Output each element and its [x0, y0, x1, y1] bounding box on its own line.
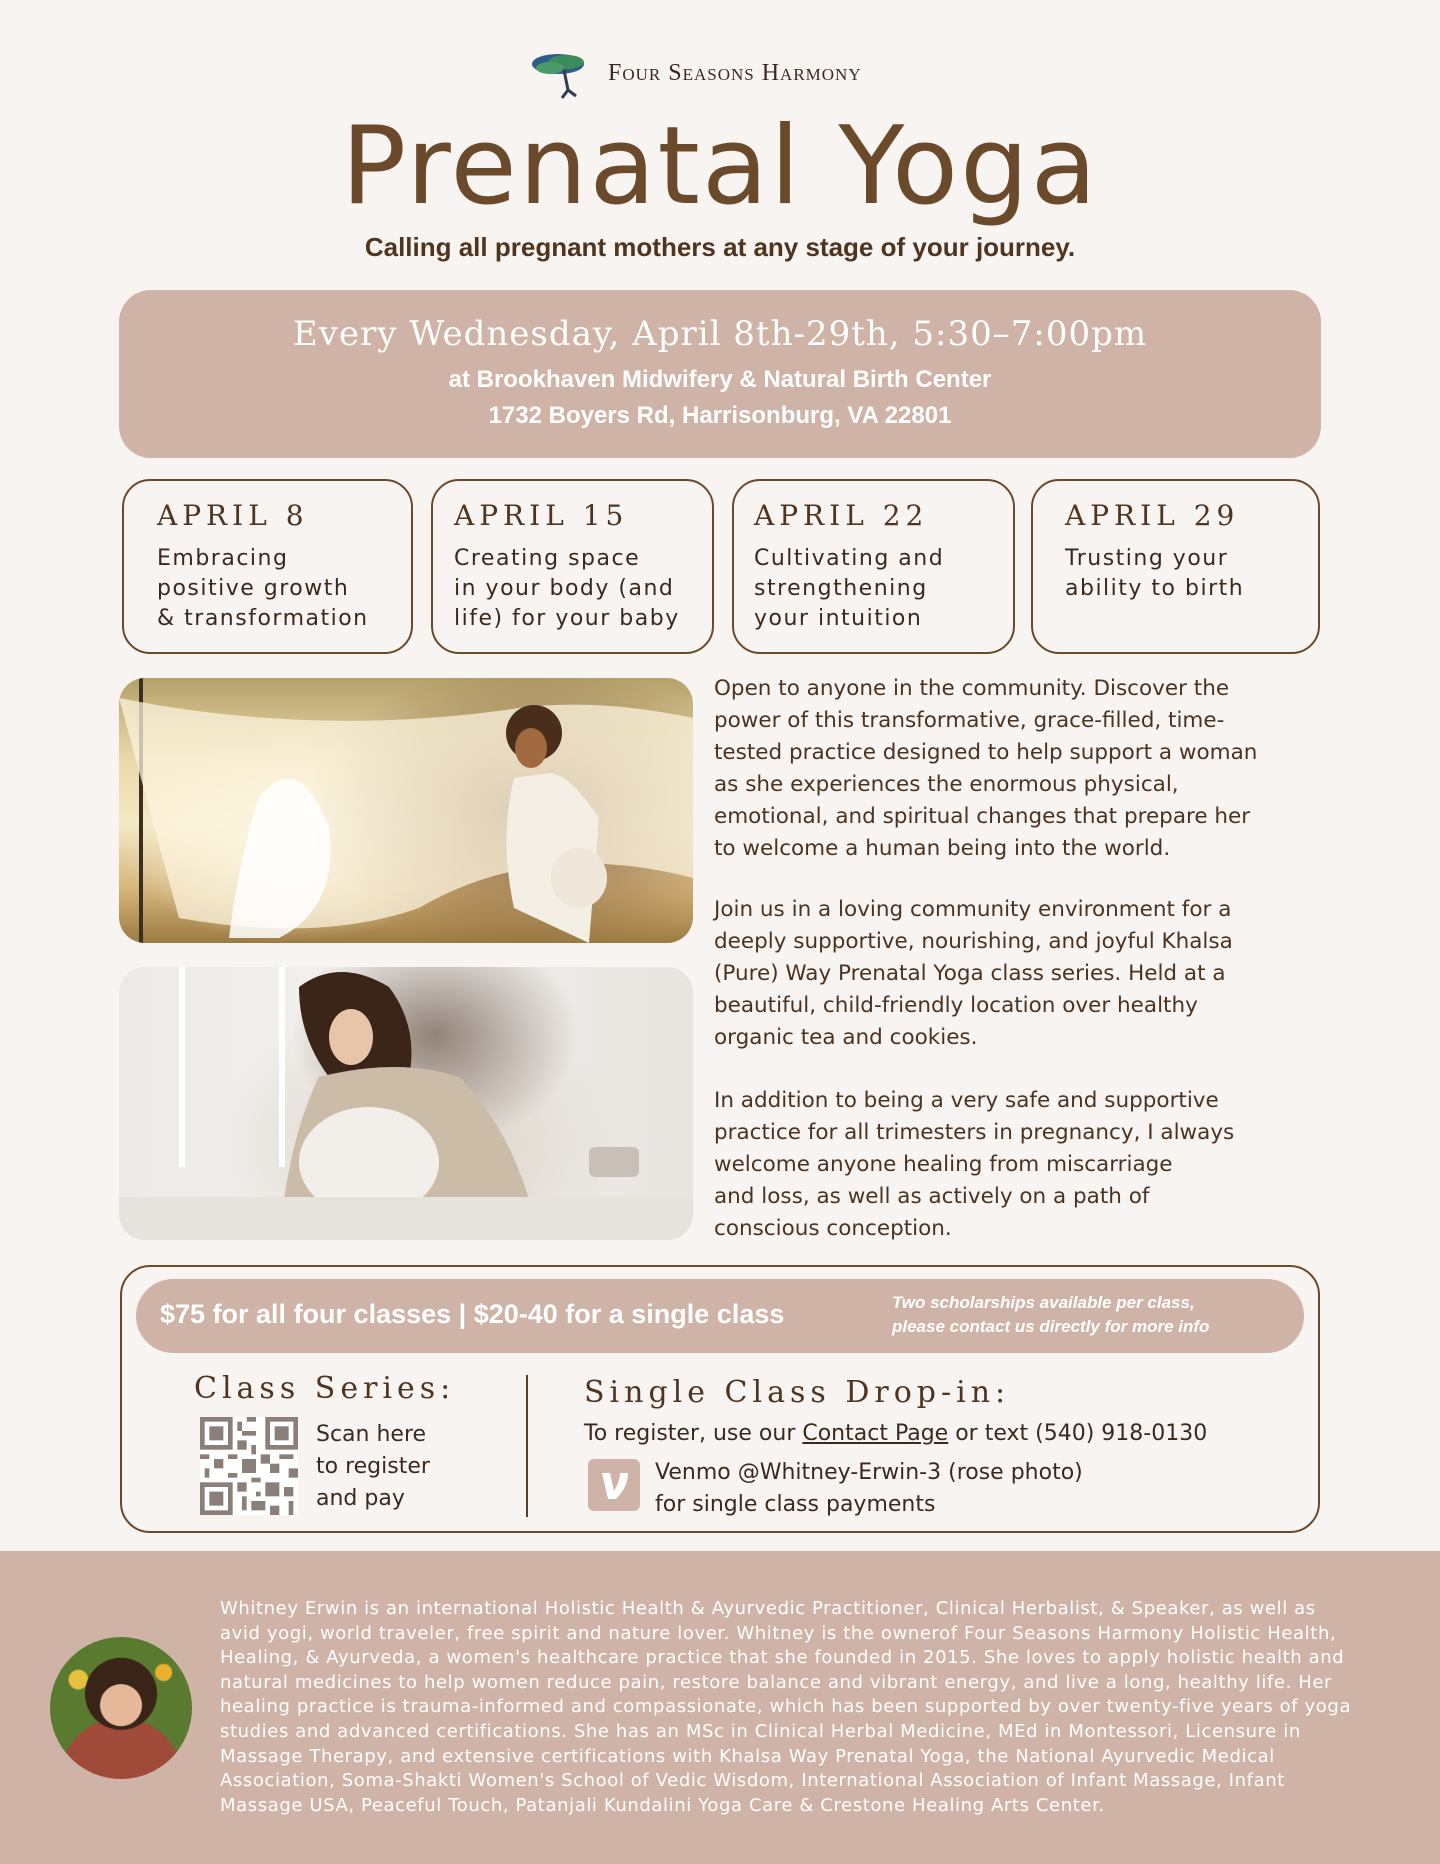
tagline: Calling all pregnant mothers at any stage of your journey. — [364, 232, 1076, 262]
bio-section — [0, 1551, 1440, 1864]
photo-pregnant-woman-sweater — [119, 967, 693, 1240]
bio-text — [220, 1597, 1400, 1818]
bio-line: Association, Soma-Shakti Women's School of Vedic Wisdom, International Association of Infant Massage, Infant — [220, 1770, 1285, 1792]
drop-in-title: Single Class Drop-in: — [584, 1375, 1011, 1410]
description-line: In addition to being a very safe and supportive — [714, 1088, 1219, 1113]
scan-instructions-line: Scan here — [316, 1422, 427, 1447]
description-line: Open to anyone in the community. Discover the — [714, 676, 1230, 701]
scan-instructions-line: and pay — [316, 1486, 405, 1511]
session-theme — [157, 544, 411, 634]
qr-code-icon[interactable] — [200, 1417, 298, 1515]
bio-line: Massage USA, Peaceful Touch, Patanjali Kundalini Yoga Care & Crestone Healing Arts Center. — [220, 1794, 1105, 1816]
session-theme-line: Cultivating and — [754, 546, 945, 571]
session-theme-line: & transformation — [157, 606, 369, 631]
price-bar — [136, 1279, 1304, 1353]
session-theme-line: ability to birth — [1065, 576, 1245, 601]
venmo-line: for single class payments — [655, 1492, 936, 1517]
session-date: APRIL 15 — [454, 499, 629, 532]
class-series-title: Class Series: — [194, 1371, 456, 1406]
description-line: tested practice designed to help support a woman — [714, 740, 1258, 765]
scan-instructions-line: to register — [316, 1454, 430, 1479]
scholarship-note — [892, 1291, 1209, 1339]
bio-line: Whitney Erwin is an international Holistic Health & Ayurvedic Practitioner, Clinical Herbalist, & Speaker, as well as — [220, 1598, 1316, 1619]
bio-line: Healing, & Ayurveda, a women's healthcare practice that she founded in 2015. She loves to apply holistic health and — [220, 1647, 1345, 1669]
description-line: welcome anyone healing from miscarriage — [714, 1152, 1173, 1177]
venmo-icon — [588, 1459, 640, 1511]
session-card-april-29 — [1031, 479, 1320, 654]
session-theme-line: in your body (and — [454, 576, 675, 601]
session-theme-line: strengthening — [754, 576, 928, 601]
bio-line: healing practice is trauma-informed and compassionate, which has been supported by over twenty-five years of yoga — [220, 1696, 1352, 1718]
description-line: and loss, as well as actively on a path of — [714, 1184, 1150, 1209]
photo-pregnant-woman-fabric — [119, 678, 693, 943]
session-date: APRIL 29 — [1065, 499, 1240, 532]
scholarship-note-line: please contact us directly for more info — [892, 1317, 1210, 1336]
register-instructions — [584, 1421, 1207, 1446]
session-theme-line: positive growth — [157, 576, 350, 601]
photo-1-art — [119, 678, 693, 943]
price-main: $75 for all four classes | $20-40 for a single class — [160, 1299, 785, 1329]
section-divider — [526, 1375, 528, 1517]
scan-instructions — [316, 1419, 430, 1515]
description-line: beautiful, child-friendly location over healthy — [714, 993, 1198, 1018]
session-theme-line: your intuition — [754, 606, 923, 631]
avatar — [50, 1637, 192, 1779]
session-date: APRIL 8 — [157, 499, 309, 532]
schedule-banner — [119, 290, 1321, 458]
description-line: Join us in a loving community environment for a — [714, 897, 1232, 922]
session-card-april-22 — [732, 479, 1015, 654]
session-date: APRIL 22 — [754, 499, 929, 532]
scholarship-note-line: Two scholarships available per class, — [892, 1293, 1195, 1312]
description-line: conscious conception. — [714, 1216, 952, 1241]
register-prefix: To register, use our — [584, 1421, 803, 1446]
description-line: emotional, and spiritual changes that prepare her — [714, 804, 1251, 829]
tree-logo-icon — [528, 50, 600, 100]
description-line: (Pure) Way Prenatal Yoga class series. Held at a — [714, 961, 1226, 986]
description-line: practice for all trimesters in pregnancy, I always — [714, 1120, 1235, 1145]
schedule-when: Every Wednesday, April 8th-29th, 5:30–7:00pm — [292, 314, 1148, 354]
description-line: to welcome a human being into the world. — [714, 836, 1171, 861]
venmo-info — [655, 1457, 1083, 1521]
description-paragraph-1 — [714, 673, 1314, 865]
description-line: as she experiences the enormous physical, — [714, 772, 1179, 797]
bio-line: studies and advanced certifications. She has an MSc in Clinical Herbal Medicine, MEd in Montessori, Licensure in — [220, 1720, 1301, 1742]
session-theme — [1065, 544, 1318, 604]
description-paragraph-3 — [714, 1085, 1314, 1245]
brand-name: Four Seasons Harmony — [608, 60, 862, 86]
contact-page-link[interactable]: Contact Page — [802, 1421, 949, 1446]
description-line: power of this transformative, grace-filled, time- — [714, 708, 1225, 733]
schedule-address: 1732 Boyers Rd, Harrisonburg, VA 22801 — [488, 402, 952, 429]
session-theme-line: Creating space — [454, 546, 641, 571]
session-card-april-15 — [431, 479, 714, 654]
description-paragraph-2 — [714, 894, 1314, 1054]
session-theme-line: Embracing — [157, 546, 289, 571]
session-theme — [754, 544, 1013, 634]
description-line: organic tea and cookies. — [714, 1025, 978, 1050]
session-theme — [454, 544, 712, 634]
description-line: deeply supportive, nourishing, and joyful Khalsa — [714, 929, 1233, 954]
page-title: Prenatal Yoga — [341, 104, 1099, 229]
bio-line: avid yogi, world traveler, free spirit and nature lover. Whitney is the ownerof Four Seasons Harmony Holistic Health, — [220, 1622, 1337, 1644]
session-card-april-8 — [122, 479, 413, 654]
pricing-box — [120, 1265, 1320, 1533]
photo-2-art — [119, 967, 693, 1240]
register-phone: or text (540) 918-0130 — [948, 1421, 1208, 1446]
schedule-venue: at Brookhaven Midwifery & Natural Birth Center — [448, 366, 992, 393]
venmo-line: Venmo @Whitney-Erwin-3 (rose photo) — [655, 1460, 1083, 1485]
bio-line: natural medicines to help women reduce pain, restore balance and vibrant energy, and live a long, healthy life. Her — [220, 1671, 1333, 1693]
bio-line: Massage Therapy, and extensive certifications with Khalsa Way Prenatal Yoga, the National Ayurvedic Medical — [220, 1745, 1275, 1767]
session-theme-line: life) for your baby — [454, 606, 680, 631]
session-theme-line: Trusting your — [1065, 546, 1229, 571]
